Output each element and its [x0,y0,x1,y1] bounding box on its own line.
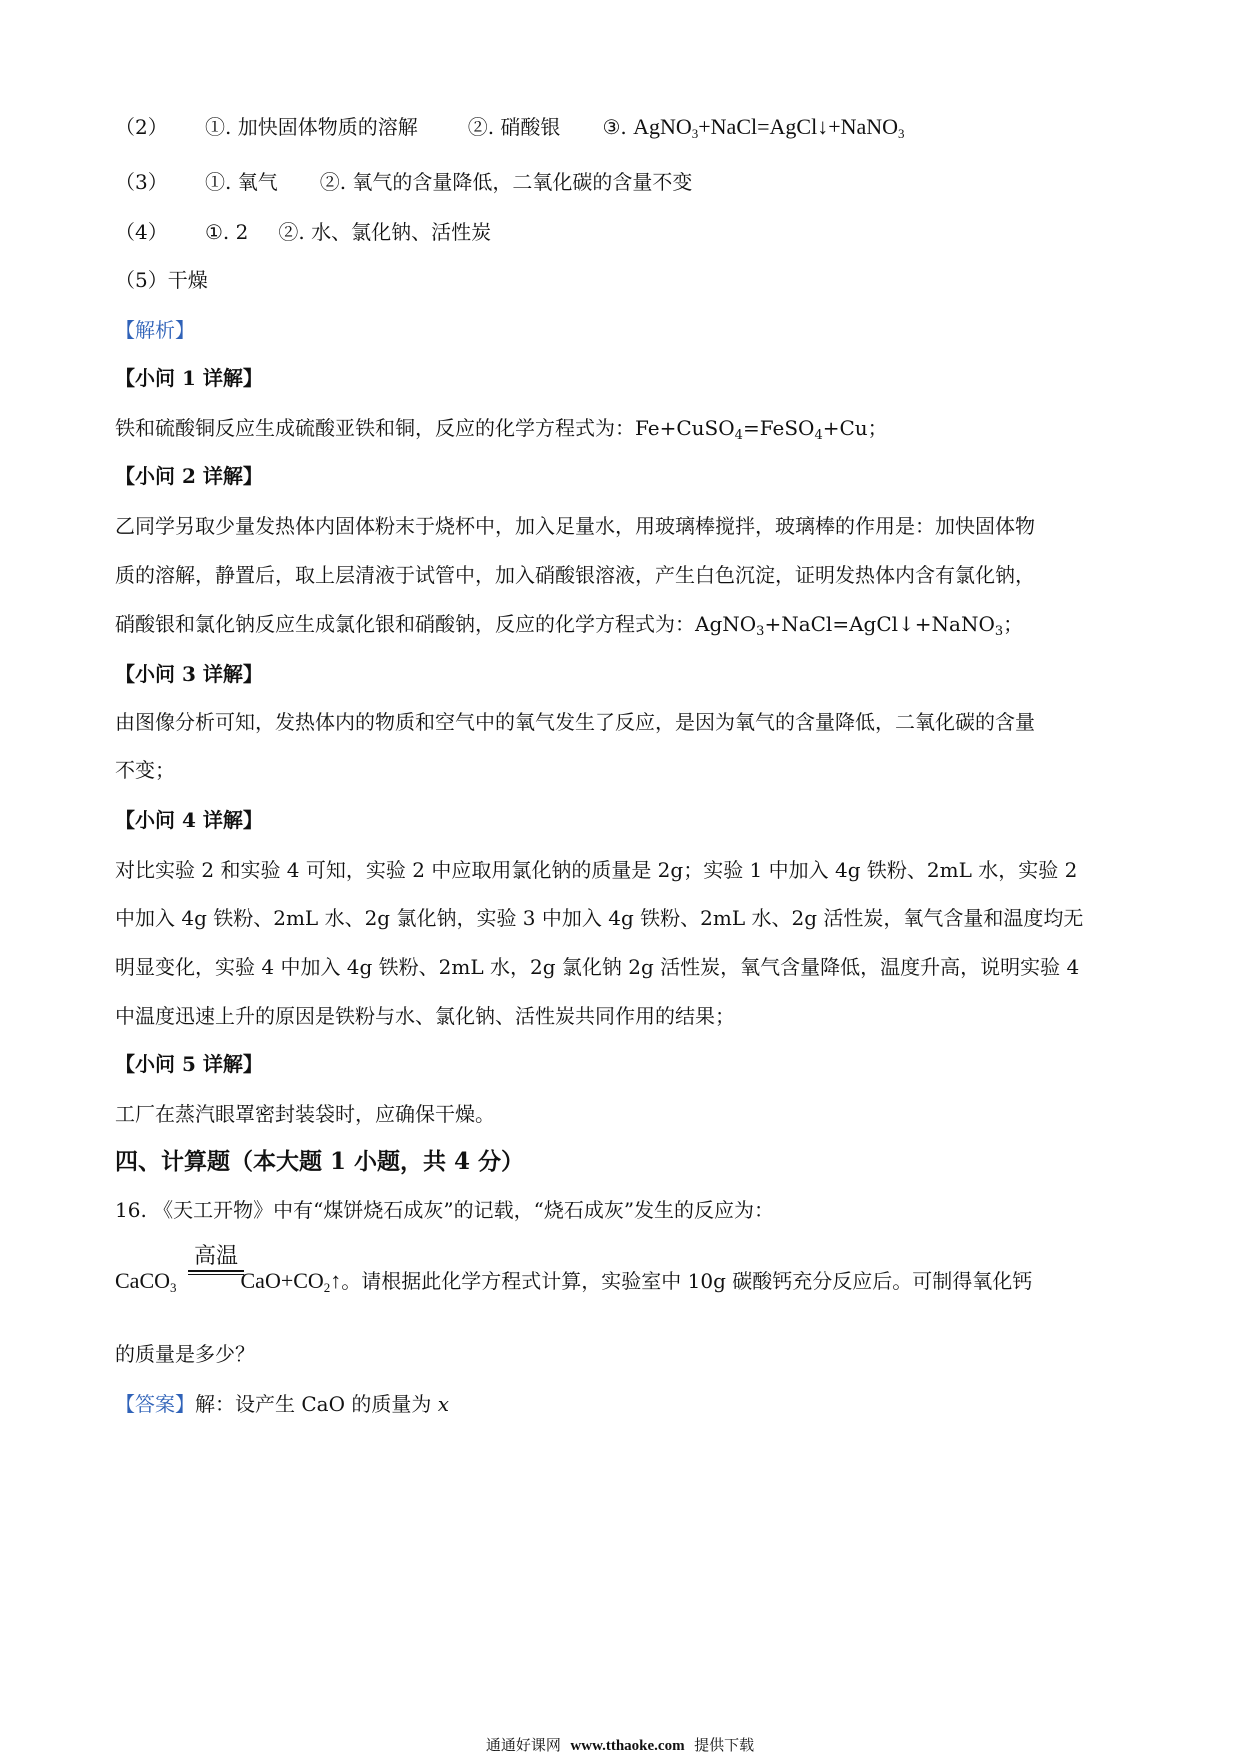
answer-q5: （5）干燥 [115,268,208,292]
question-16-text: 16. 《天工开物》中有“煤饼烧石成灰”的记载，“烧石成灰”发生的反应为： [115,1198,775,1222]
analysis-text: 中加入 4g 铁粉、2mL 水、2g 氯化钠，实验 3 中加入 4g 铁粉、2mL 水、2g 活性炭，氧气含量和温度均无 [115,906,1084,930]
answer-item: ②. 水、氯化钠、活性炭 [278,220,492,244]
answer-line [115,1394,449,1414]
analysis-text: 中温度迅速上升的原因是铁粉与水、氯化钠、活性炭共同作用的结果； [115,1004,735,1028]
subquestion-title: 【小问 2 详解】 [115,464,263,488]
analysis-text: 由图像分析可知，发热体内的物质和空气中的氧气发生了反应，是因为氧气的含量降低，二氧化碳的含量 [115,710,1035,734]
subquestion-title: 【小问 4 详解】 [115,808,263,832]
answer-text: 解：设产生 CaO 的质量为 [195,1392,438,1416]
answer-item: ①. 加快固体物质的溶解 [205,115,418,139]
variable-x: x [437,1392,449,1416]
reaction-condition: 高温 [188,1246,244,1275]
analysis-text: 明显变化，实验 4 中加入 4g 铁粉、2mL 水，2g 氯化钠 2g 活性炭，氧气含量降低，温度升高，说明实验 4 [115,955,1080,979]
answer-q3 [115,172,692,192]
answer-item: ②. 硝酸银 [467,115,561,139]
subquestion-title: 【小问 1 详解】 [115,366,263,390]
answer-item: ②. 氧气的含量降低，二氧化碳的含量不变 [319,170,693,194]
answer-q2 [115,116,905,140]
analysis-text: 对比实验 2 和实验 4 可知，实验 2 中应取用氯化钠的质量是 2g；实验 1 中加入 4g 铁粉、2mL 水，实验 2 [115,858,1078,882]
section-heading: 四、计算题（本大题 1 小题，共 4 分） [115,1148,525,1175]
chemical-equation: AgNO$_3$+NaCl=AgCl↓+NaNO$_3$ [633,114,905,141]
question-number: （3） [115,170,168,194]
answer-item: ①. 氧气 [205,170,278,194]
analysis-text: 不变； [115,758,175,782]
answer-item: ③. [602,115,627,139]
analysis-text: 工厂在蒸汽眼罩密封装袋时，应确保干燥。 [115,1102,495,1126]
question-16-equation-line: CaCO$_3$ $CaO+CO_2↑$。请根据此化学方程式计算，实验室中 10g 碳酸钙充分反应后。可制得氧化钙 [115,1268,1033,1295]
answer-item: ①. 2 [205,220,249,244]
chemical-equation: CaCO$_3$ $CaO+CO_2↑$ [115,1268,342,1295]
subquestion-title: 【小问 3 详解】 [115,662,263,686]
answer-q4 [115,222,491,242]
question-number: （2） [115,115,168,139]
page-footer: 通通好课网 www.tthaoke.com 提供下载 [485,1736,755,1754]
analysis-text: 硝酸银和氯化钠反应生成氯化银和硝酸钠，反应的化学方程式为：AgNO$_3$+NaCl=AgCl↓+NaNO$_3$； [115,612,1024,639]
answer-label: 【答案】 [115,1392,195,1416]
analysis-text: 铁和硫酸铜反应生成硫酸亚铁和铜，反应的化学方程式为：Fe+CuSO$_4$=FeSO$_4$+Cu； [115,416,888,443]
question-number: （4） [115,220,168,244]
question-16-text: 的质量是多少？ [115,1342,255,1366]
analysis-text: 质的溶解，静置后，取上层清液于试管中，加入硝酸银溶液，产生白色沉淀，证明发热体内含有氯化钠， [115,563,1035,587]
analysis-text: 乙同学另取少量发热体内固体粉末于烧杯中，加入足量水，用玻璃棒搅拌，玻璃棒的作用是：加快固体物 [115,514,1035,538]
footer-site: www.tthaoke.com [570,1738,685,1754]
subquestion-title: 【小问 5 详解】 [115,1052,263,1076]
analysis-label: 【解析】 [115,318,195,342]
